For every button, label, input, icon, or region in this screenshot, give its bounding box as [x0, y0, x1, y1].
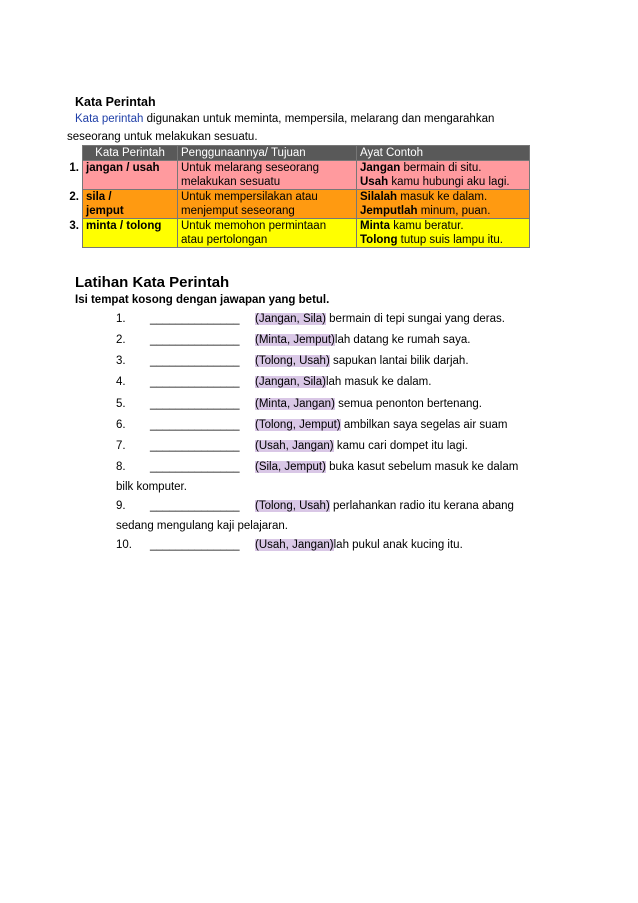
row-word: minta / tolong [83, 219, 178, 248]
question-number: 3. [116, 355, 126, 367]
question-item [0, 355, 638, 371]
row-example: Jangan bermain di situ. Usah kamu hubungi aku lagi. [357, 161, 530, 190]
exercise-instruction: Isi tempat kosong dengan jawapan yang betul. [75, 294, 330, 306]
question-number: 10. [116, 539, 132, 551]
header-penggunaan: Penggunaannya/ Tujuan [178, 146, 357, 161]
question-sentence: buka kasut sebelum masuk ke dalam [325, 461, 519, 473]
intro-line-2: seseorang untuk melakukan sesuatu. [67, 131, 258, 143]
row-number: 2. [62, 190, 83, 219]
intro-keyword: Kata perintah [75, 113, 144, 125]
answer-options: (Tolong, Usah) [255, 355, 330, 367]
question-text [255, 500, 514, 512]
table-row [62, 190, 530, 219]
exercise-title: Latihan Kata Perintah [75, 274, 230, 291]
answer-options: (Tolong, Usah) [255, 500, 330, 512]
question-sentence: sapukan lantai bilik darjah. [329, 355, 469, 367]
answer-options: (Jangan, Sila) [255, 376, 326, 388]
question-text [255, 419, 508, 431]
question-number: 7. [116, 440, 126, 452]
question-sentence: ambilkan saya segelas air suam [340, 419, 508, 431]
table-row [62, 161, 530, 190]
question-sentence: kamu cari dompet itu lagi. [333, 440, 468, 452]
question-sentence: lah masuk ke dalam. [325, 376, 432, 388]
question-item [0, 539, 638, 555]
answer-blank[interactable]: ______________ [150, 419, 240, 431]
intro-line-1 [75, 113, 494, 125]
answer-blank[interactable]: ______________ [150, 313, 240, 325]
answer-blank[interactable]: ______________ [150, 440, 240, 452]
question-sentence: perlahankan radio itu kerana abang [329, 500, 514, 512]
answer-blank[interactable]: ______________ [150, 398, 240, 410]
answer-blank[interactable]: ______________ [150, 355, 240, 367]
question-text [255, 461, 518, 473]
answer-options: (Usah, Jangan) [255, 440, 334, 452]
question-text [255, 440, 468, 452]
question-number: 8. [116, 461, 126, 473]
header-ayat-contoh: Ayat Contoh [357, 146, 530, 161]
question-sentence: bermain di tepi sungai yang deras. [325, 313, 505, 325]
question-continuation: sedang mengulang kaji pelajaran. [116, 520, 288, 532]
question-item [0, 461, 638, 477]
question-text [255, 355, 469, 367]
question-text [255, 376, 431, 388]
answer-blank[interactable]: ______________ [150, 500, 240, 512]
question-item [0, 334, 638, 350]
answer-blank[interactable]: ______________ [150, 539, 240, 551]
question-item [0, 419, 638, 435]
question-text [255, 539, 463, 551]
row-number: 3. [62, 219, 83, 248]
intro-text: digunakan untuk meminta, mempersila, melarang dan mengarahkan [143, 113, 495, 125]
kata-perintah-table [62, 145, 530, 248]
table-row [62, 219, 530, 248]
row-example: Silalah masuk ke dalam. Jemputlah minum, puan. [357, 190, 530, 219]
question-number: 6. [116, 419, 126, 431]
question-number: 5. [116, 398, 126, 410]
question-item [0, 500, 638, 516]
question-number: 9. [116, 500, 126, 512]
answer-blank[interactable]: ______________ [150, 461, 240, 473]
question-number: 4. [116, 376, 126, 388]
row-word: jangan / usah [83, 161, 178, 190]
page-title: Kata Perintah [75, 95, 156, 109]
question-item [0, 398, 638, 414]
question-sentence: lah pukul anak kucing itu. [333, 539, 463, 551]
answer-options: (Minta, Jangan) [255, 398, 335, 410]
answer-options: (Jangan, Sila) [255, 313, 326, 325]
question-number: 1. [116, 313, 126, 325]
question-item [0, 440, 638, 456]
answer-blank[interactable]: ______________ [150, 334, 240, 346]
row-use: Untuk memohon permintaan atau pertolongan [178, 219, 357, 248]
answer-options: (Minta, Jemput) [255, 334, 335, 346]
row-number: 1. [62, 161, 83, 190]
question-sentence: semua penonton bertenang. [334, 398, 482, 410]
question-text [255, 334, 470, 346]
question-item [0, 313, 638, 329]
answer-options: (Sila, Jemput) [255, 461, 326, 473]
table-header-row [62, 146, 530, 161]
question-text [255, 398, 482, 410]
row-use: Untuk mempersilakan atau menjemput seseorang [178, 190, 357, 219]
answer-options: (Usah, Jangan) [255, 539, 334, 551]
answer-blank[interactable]: ______________ [150, 376, 240, 388]
question-continuation: bilk komputer. [116, 481, 187, 493]
question-number: 2. [116, 334, 126, 346]
question-text [255, 313, 505, 325]
header-kata-perintah: Kata Perintah [83, 146, 178, 161]
answer-options: (Tolong, Jemput) [255, 419, 341, 431]
question-sentence: lah datang ke rumah saya. [334, 334, 471, 346]
question-item [0, 376, 638, 392]
row-word: sila / jemput [83, 190, 178, 219]
row-example: Minta kamu beratur. Tolong tutup suis lampu itu. [357, 219, 530, 248]
row-use: Untuk melarang seseorang melakukan sesuatu [178, 161, 357, 190]
